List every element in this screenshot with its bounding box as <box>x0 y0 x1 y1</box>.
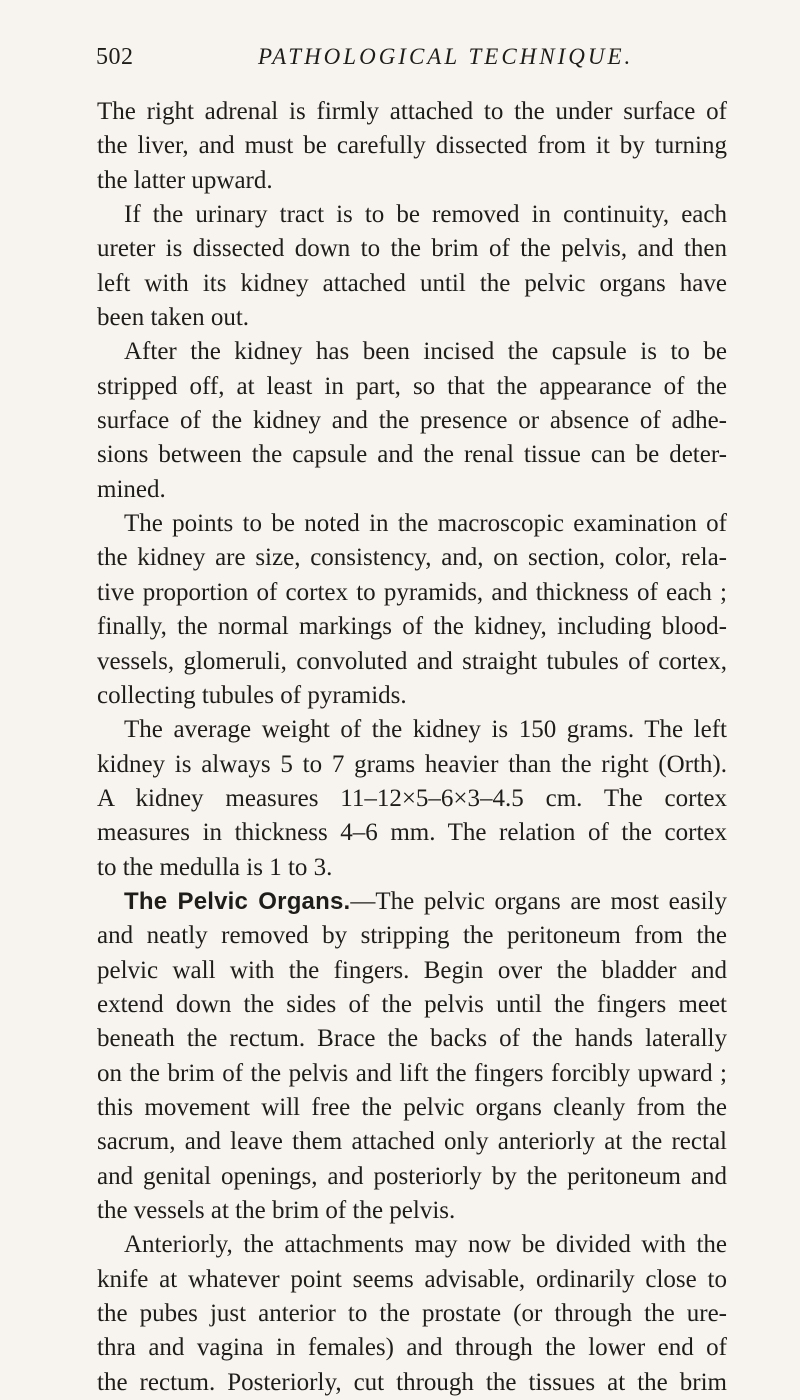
text-line: knife at whatever point seems advisable, ordinarily close to <box>97 1265 727 1293</box>
text-line: vessels, glomeruli, convoluted and straight tubules of cortex, <box>97 647 727 675</box>
text-line: extend down the sides of the pelvis until the fingers meet <box>97 990 727 1018</box>
text-line: stripped off, at least in part, so that the appearance of the <box>97 372 727 400</box>
text-line: beneath the rectum. Brace the backs of the hands laterally <box>97 1025 727 1053</box>
text-line: left with its kidney attached until the pelvic organs have <box>97 269 727 297</box>
text-line: After the kidney has been incised the capsule is to be <box>124 338 727 366</box>
body-text <box>97 95 727 1400</box>
text-line: the rectum. Posteriorly, cut through the tissues at the brim <box>97 1368 727 1396</box>
text-line: the pubes just anterior to the prostate (or through the ure- <box>97 1300 727 1328</box>
text-line: been taken out. <box>97 304 250 332</box>
text-line: The average weight of the kidney is 150 grams. The left <box>124 716 727 744</box>
text-line: the liver, and must be carefully dissected from it by turning <box>97 132 727 160</box>
text-line: A kidney measures 11–12×5–6×3–4.5 cm. The cortex <box>97 784 727 812</box>
text-line: measures in thickness 4–6 mm. The relation of the cortex <box>97 819 727 847</box>
text-line: ureter is dissected down to the brim of the pelvis, and then <box>97 235 727 263</box>
text-line: and genital openings, and posteriorly by the peritoneum and <box>97 1162 727 1190</box>
text-line: surface of the kidney and the presence or absence of adhe- <box>97 407 727 435</box>
text-line: mined. <box>97 475 166 503</box>
text-line: thra and vagina in females) and through the lower end of <box>97 1334 727 1362</box>
text-line: kidney is always 5 to 7 grams heavier than the right (Orth). <box>97 750 727 778</box>
text-line: the latter upward. <box>97 166 273 194</box>
section-heading-line-text: —The pelvic organs are most easily <box>350 887 727 915</box>
text-line: If the urinary tract is to be removed in continuity, each <box>124 201 727 229</box>
text-line: The points to be noted in the macroscopic examination of <box>124 510 727 538</box>
running-title: PATHOLOGICAL TECHNIQUE. <box>258 44 634 69</box>
text-line: pelvic wall with the fingers. Begin over the bladder and <box>97 956 727 984</box>
text-line: and neatly removed by stripping the peritoneum from the <box>97 922 727 950</box>
page-number: 502 <box>96 44 134 70</box>
text-line: this movement will free the pelvic organs cleanly from the <box>97 1093 727 1121</box>
text-line: the kidney are size, consistency, and, on section, color, rela- <box>97 544 727 572</box>
text-line: sions between the capsule and the renal tissue can be deter- <box>97 441 727 469</box>
page-header <box>96 44 726 84</box>
text-line: on the brim of the pelvis and lift the fingers forcibly upward ; <box>97 1059 727 1087</box>
text-line: tive proportion of cortex to pyramids, and thickness of each ; <box>97 578 727 606</box>
text-line: Anteriorly, the attachments may now be divided with the <box>124 1231 727 1259</box>
section-heading-line <box>97 885 727 919</box>
text-line: The right adrenal is firmly attached to the under surface of <box>97 98 727 125</box>
text-line: sacrum, and leave them attached only anteriorly at the rectal <box>97 1128 727 1156</box>
text-line: collecting tubules of pyramids. <box>97 681 407 709</box>
section-heading: The Pelvic Organs. <box>124 887 351 915</box>
text-line: the vessels at the brim of the pelvis. <box>97 1197 456 1224</box>
text-line: to the medulla is 1 to 3. <box>97 853 333 881</box>
text-line: finally, the normal markings of the kidney, including blood- <box>97 613 727 641</box>
